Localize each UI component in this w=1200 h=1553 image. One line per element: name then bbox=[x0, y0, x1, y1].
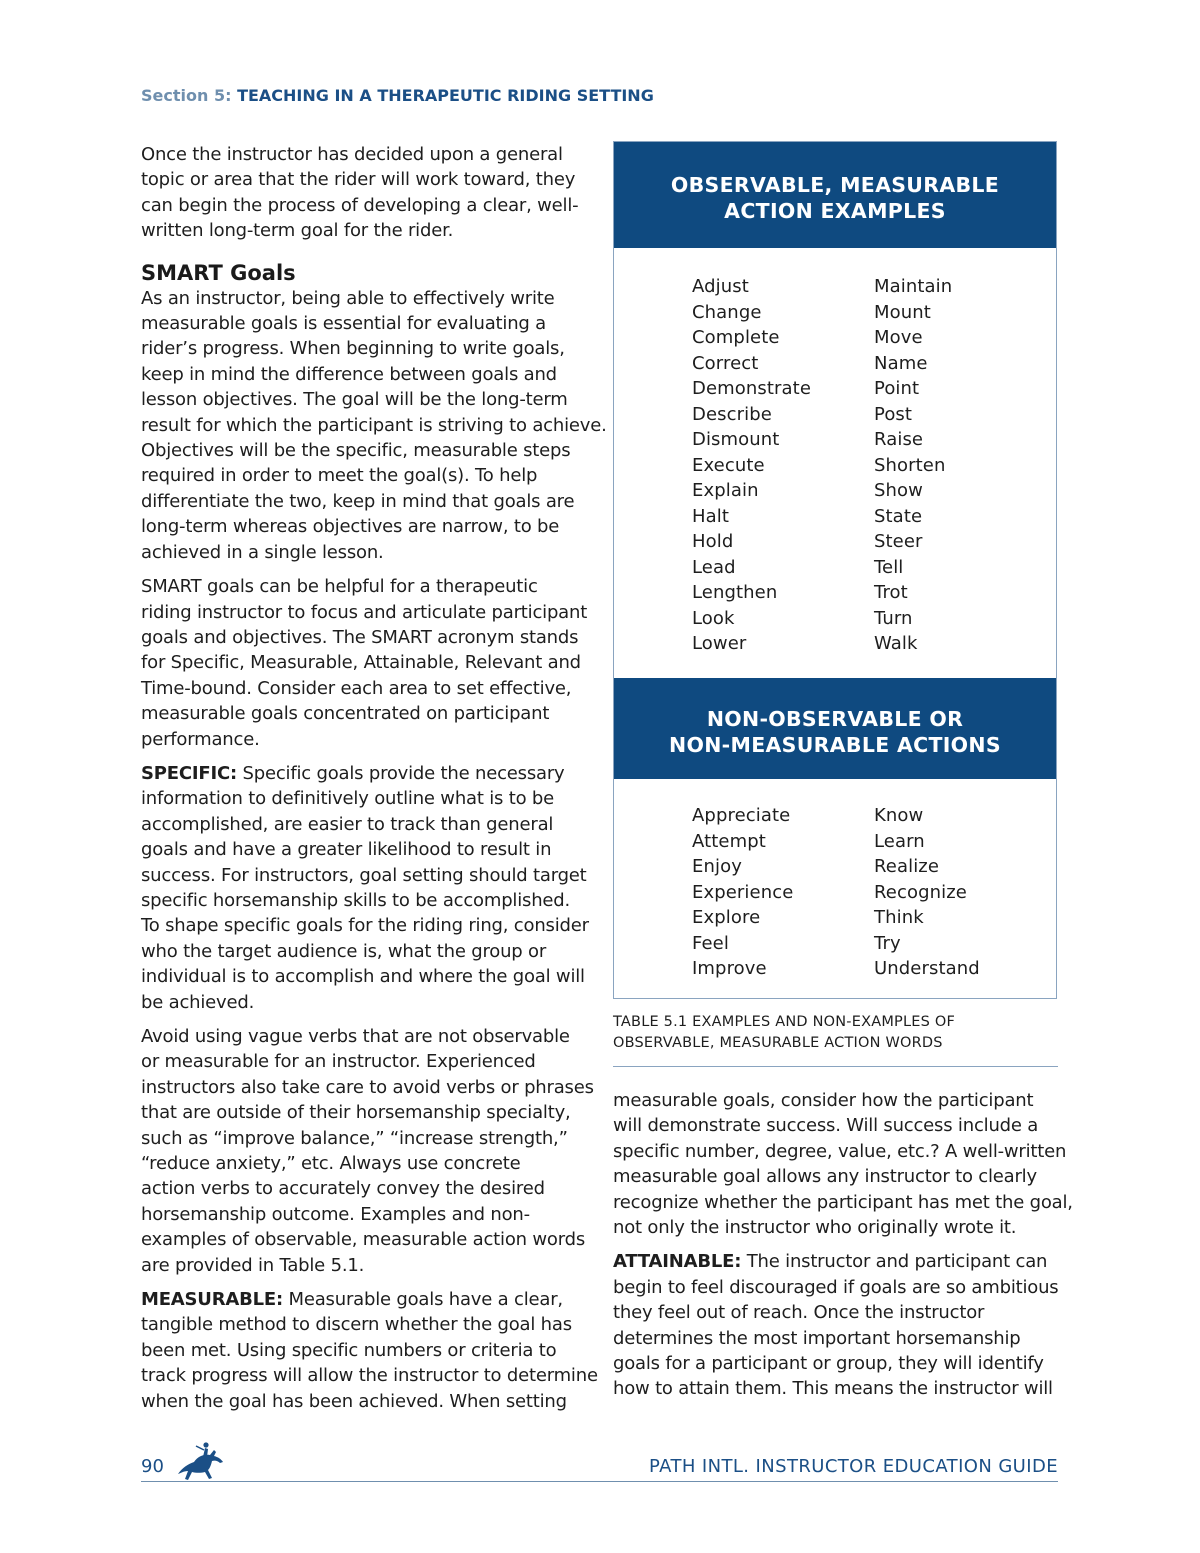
text-line: specific horsemanship skills to be accomplished. bbox=[141, 889, 571, 911]
intro-paragraph bbox=[141, 142, 601, 244]
word: Trot bbox=[874, 582, 908, 603]
text-line: horsemanship outcome. Examples and non- bbox=[141, 1203, 530, 1225]
text-line: tangible method to discern whether the goal has bbox=[141, 1314, 572, 1336]
text-line: long-term whereas objectives are narrow, to be bbox=[141, 516, 560, 538]
word: Appreciate bbox=[692, 805, 791, 826]
text-line: SMART goals can be helpful for a therapeutic bbox=[141, 576, 538, 598]
word: Steer bbox=[874, 531, 923, 552]
text-line: goals and objectives. The SMART acronym stands bbox=[141, 626, 579, 648]
word: Demonstrate bbox=[692, 378, 811, 399]
text-line: achieved in a single lesson. bbox=[141, 541, 384, 563]
word: Lower bbox=[692, 633, 747, 654]
page-number: 90 bbox=[141, 1456, 164, 1477]
text-line: Once the instructor has decided upon a general bbox=[141, 144, 563, 165]
word: Learn bbox=[874, 830, 925, 852]
word: Lengthen bbox=[692, 582, 778, 603]
action-words-table bbox=[613, 141, 1057, 999]
text-line: written long-term goal for the rider. bbox=[141, 220, 454, 242]
non-observable-band bbox=[614, 678, 1056, 779]
word: Feel bbox=[692, 932, 729, 954]
text-line: lesson objectives. The goal will be the long-term bbox=[141, 389, 568, 411]
text-line: been met. Using specific numbers or criteria to bbox=[141, 1339, 557, 1361]
smart-para-1 bbox=[141, 286, 607, 565]
word: Attempt bbox=[692, 830, 766, 852]
word: Halt bbox=[692, 505, 730, 527]
text-line bbox=[613, 1249, 1063, 1274]
section-label: Section 5: bbox=[141, 86, 232, 105]
caption-line: TABLE 5.1 EXAMPLES AND NON-EXAMPLES OF bbox=[613, 1014, 955, 1030]
observable-band bbox=[614, 142, 1056, 248]
left-column bbox=[141, 142, 607, 1423]
text-line: measurable goals concentrated on participant bbox=[141, 703, 550, 725]
section-title: TEACHING IN A THERAPEUTIC RIDING SETTING bbox=[237, 86, 654, 105]
text-line: can begin the process of developing a clear, well- bbox=[141, 194, 579, 216]
text-line: Time-bound. Consider each area to set effective, bbox=[141, 677, 572, 699]
running-header bbox=[141, 86, 654, 105]
text-line: action verbs to accurately convey the desired bbox=[141, 1178, 545, 1200]
text-line: be achieved. bbox=[141, 991, 255, 1013]
text-line: measurable goals, consider how the participant bbox=[613, 1090, 1034, 1111]
word: Describe bbox=[692, 403, 772, 425]
measurable-continued-paragraph bbox=[613, 1088, 1073, 1240]
word: Try bbox=[874, 932, 901, 954]
text-line: To shape specific goals for the riding ring, consider bbox=[141, 915, 589, 937]
word: Show bbox=[874, 480, 923, 501]
word: Mount bbox=[874, 301, 931, 323]
table-caption bbox=[613, 1012, 1057, 1054]
word: Raise bbox=[874, 429, 924, 450]
word: Look bbox=[692, 607, 735, 629]
text-line: how to attain them. This means the instructor will bbox=[613, 1378, 1053, 1400]
footer-divider bbox=[141, 1481, 1058, 1482]
text-line: measurable goals is essential for evaluating a bbox=[141, 313, 546, 335]
text-line: differentiate the two, keep in mind that goals are bbox=[141, 490, 575, 512]
text-line: for Specific, Measurable, Attainable, Relevant and bbox=[141, 652, 581, 674]
word: Tell bbox=[874, 556, 904, 578]
word: Explain bbox=[692, 480, 759, 501]
band-line: OBSERVABLE, MEASURABLE bbox=[670, 173, 1000, 197]
word: Recognize bbox=[874, 881, 967, 903]
text-line bbox=[141, 761, 601, 786]
smart-para-2 bbox=[141, 574, 601, 752]
word: Enjoy bbox=[692, 856, 742, 877]
text-line: result for which the participant is striving to achieve. bbox=[141, 414, 607, 436]
word: Explore bbox=[692, 907, 761, 928]
text-line: when the goal has been achieved. When setting bbox=[141, 1390, 567, 1412]
text-line: determines the most important horsemanship bbox=[613, 1327, 1021, 1349]
attainable-paragraph bbox=[613, 1249, 1063, 1401]
text-line: track progress will allow the instructor to determine bbox=[141, 1365, 598, 1387]
text-line: who the target audience is, what the group or bbox=[141, 940, 547, 962]
word: Complete bbox=[692, 327, 780, 348]
text-line: examples of observable, measurable action words bbox=[141, 1229, 585, 1251]
right-column bbox=[613, 1088, 1073, 1411]
specific-label: SPECIFIC: bbox=[141, 762, 237, 784]
text-line: will demonstrate success. Will success include a bbox=[613, 1115, 1039, 1137]
word: Execute bbox=[692, 454, 765, 476]
text-line: specific number, degree, value, etc.? A well-written bbox=[613, 1140, 1067, 1162]
text-line: keep in mind the difference between goals and bbox=[141, 363, 557, 385]
non-observable-col-2 bbox=[874, 803, 980, 982]
text-line bbox=[141, 1287, 601, 1312]
measurable-paragraph bbox=[141, 1287, 601, 1414]
word: Lead bbox=[692, 556, 736, 578]
word: Post bbox=[874, 403, 913, 425]
text-line: accomplished, are easier to track than general bbox=[141, 813, 554, 835]
text-run: The instructor and participant can bbox=[741, 1251, 1048, 1273]
text-line: or measurable for an instructor. Experienced bbox=[141, 1051, 536, 1073]
text-line: instructors also take care to avoid verbs or phrases bbox=[141, 1076, 594, 1098]
word: Shorten bbox=[874, 454, 946, 476]
text-line: Avoid using vague verbs that are not observable bbox=[141, 1026, 570, 1047]
specific-paragraph bbox=[141, 761, 601, 1015]
attainable-label: ATTAINABLE: bbox=[613, 1251, 742, 1273]
text-line: they feel out of reach. Once the instructor bbox=[613, 1302, 985, 1324]
caption-line: OBSERVABLE, MEASURABLE ACTION WORDS bbox=[613, 1035, 943, 1051]
vague-verbs-paragraph bbox=[141, 1024, 601, 1278]
text-run: Specific goals provide the necessary bbox=[236, 762, 565, 784]
caption-divider bbox=[613, 1066, 1058, 1067]
horse-rider-logo-icon bbox=[174, 1440, 228, 1484]
word: Name bbox=[874, 352, 928, 374]
footer-title: PATH INTL. INSTRUCTOR EDUCATION GUIDE bbox=[649, 1456, 1058, 1477]
word: Maintain bbox=[874, 276, 953, 297]
text-line: riding instructor to focus and articulate participant bbox=[141, 601, 588, 623]
band-line: NON-OBSERVABLE OR bbox=[706, 707, 964, 731]
non-observable-col-1 bbox=[692, 803, 793, 982]
smart-goals-heading: SMART Goals bbox=[141, 260, 296, 285]
word: Think bbox=[874, 907, 924, 928]
word: Turn bbox=[874, 607, 913, 629]
word: State bbox=[874, 505, 923, 527]
text-line: not only the instructor who originally wrote it. bbox=[613, 1217, 1017, 1239]
word: Adjust bbox=[692, 276, 749, 297]
band-line: NON-MEASURABLE ACTIONS bbox=[669, 733, 1001, 757]
text-line: Objectives will be the specific, measurable steps bbox=[141, 440, 571, 462]
text-line: topic or area that the rider will work toward, they bbox=[141, 169, 576, 191]
text-line: such as “improve balance,” “increase strength,” bbox=[141, 1127, 568, 1149]
text-line: required in order to meet the goal(s). To help bbox=[141, 465, 538, 487]
text-line: begin to feel discouraged if goals are so ambitious bbox=[613, 1276, 1059, 1298]
text-line: information to definitively outline what is to be bbox=[141, 788, 555, 810]
text-line: success. For instructors, goal setting should target bbox=[141, 864, 587, 886]
text-line: performance. bbox=[141, 728, 260, 750]
word: Walk bbox=[874, 633, 918, 654]
text-line: individual is to accomplish and where the goal will bbox=[141, 966, 585, 988]
observable-col-2 bbox=[874, 274, 952, 657]
text-line: are provided in Table 5.1. bbox=[141, 1254, 365, 1276]
text-line: goals and have a greater likelihood to result in bbox=[141, 839, 552, 861]
observable-col-1 bbox=[692, 274, 811, 657]
word: Hold bbox=[692, 531, 734, 552]
word: Experience bbox=[692, 881, 794, 903]
text-line: recognize whether the participant has met the goal, bbox=[613, 1191, 1073, 1213]
word: Know bbox=[874, 805, 924, 826]
word: Correct bbox=[692, 352, 759, 374]
measurable-label: MEASURABLE: bbox=[141, 1289, 283, 1311]
text-line: goals for a participant or group, they will identify bbox=[613, 1353, 1044, 1375]
word: Change bbox=[692, 301, 762, 323]
band-line: ACTION EXAMPLES bbox=[724, 199, 946, 223]
word: Understand bbox=[874, 958, 980, 979]
word: Move bbox=[874, 327, 923, 348]
text-run: Measurable goals have a clear, bbox=[283, 1289, 563, 1311]
word: Improve bbox=[692, 958, 767, 979]
word: Dismount bbox=[692, 429, 780, 450]
word: Realize bbox=[874, 856, 940, 877]
text-line: “reduce anxiety,” etc. Always use concrete bbox=[141, 1153, 521, 1175]
text-line: As an instructor, being able to effectively write bbox=[141, 287, 555, 309]
text-line: that are outside of their horsemanship specialty, bbox=[141, 1102, 571, 1124]
text-line: measurable goal allows any instructor to clearly bbox=[613, 1166, 1037, 1188]
text-line: rider’s progress. When beginning to write goals, bbox=[141, 338, 565, 360]
word: Point bbox=[874, 378, 920, 399]
